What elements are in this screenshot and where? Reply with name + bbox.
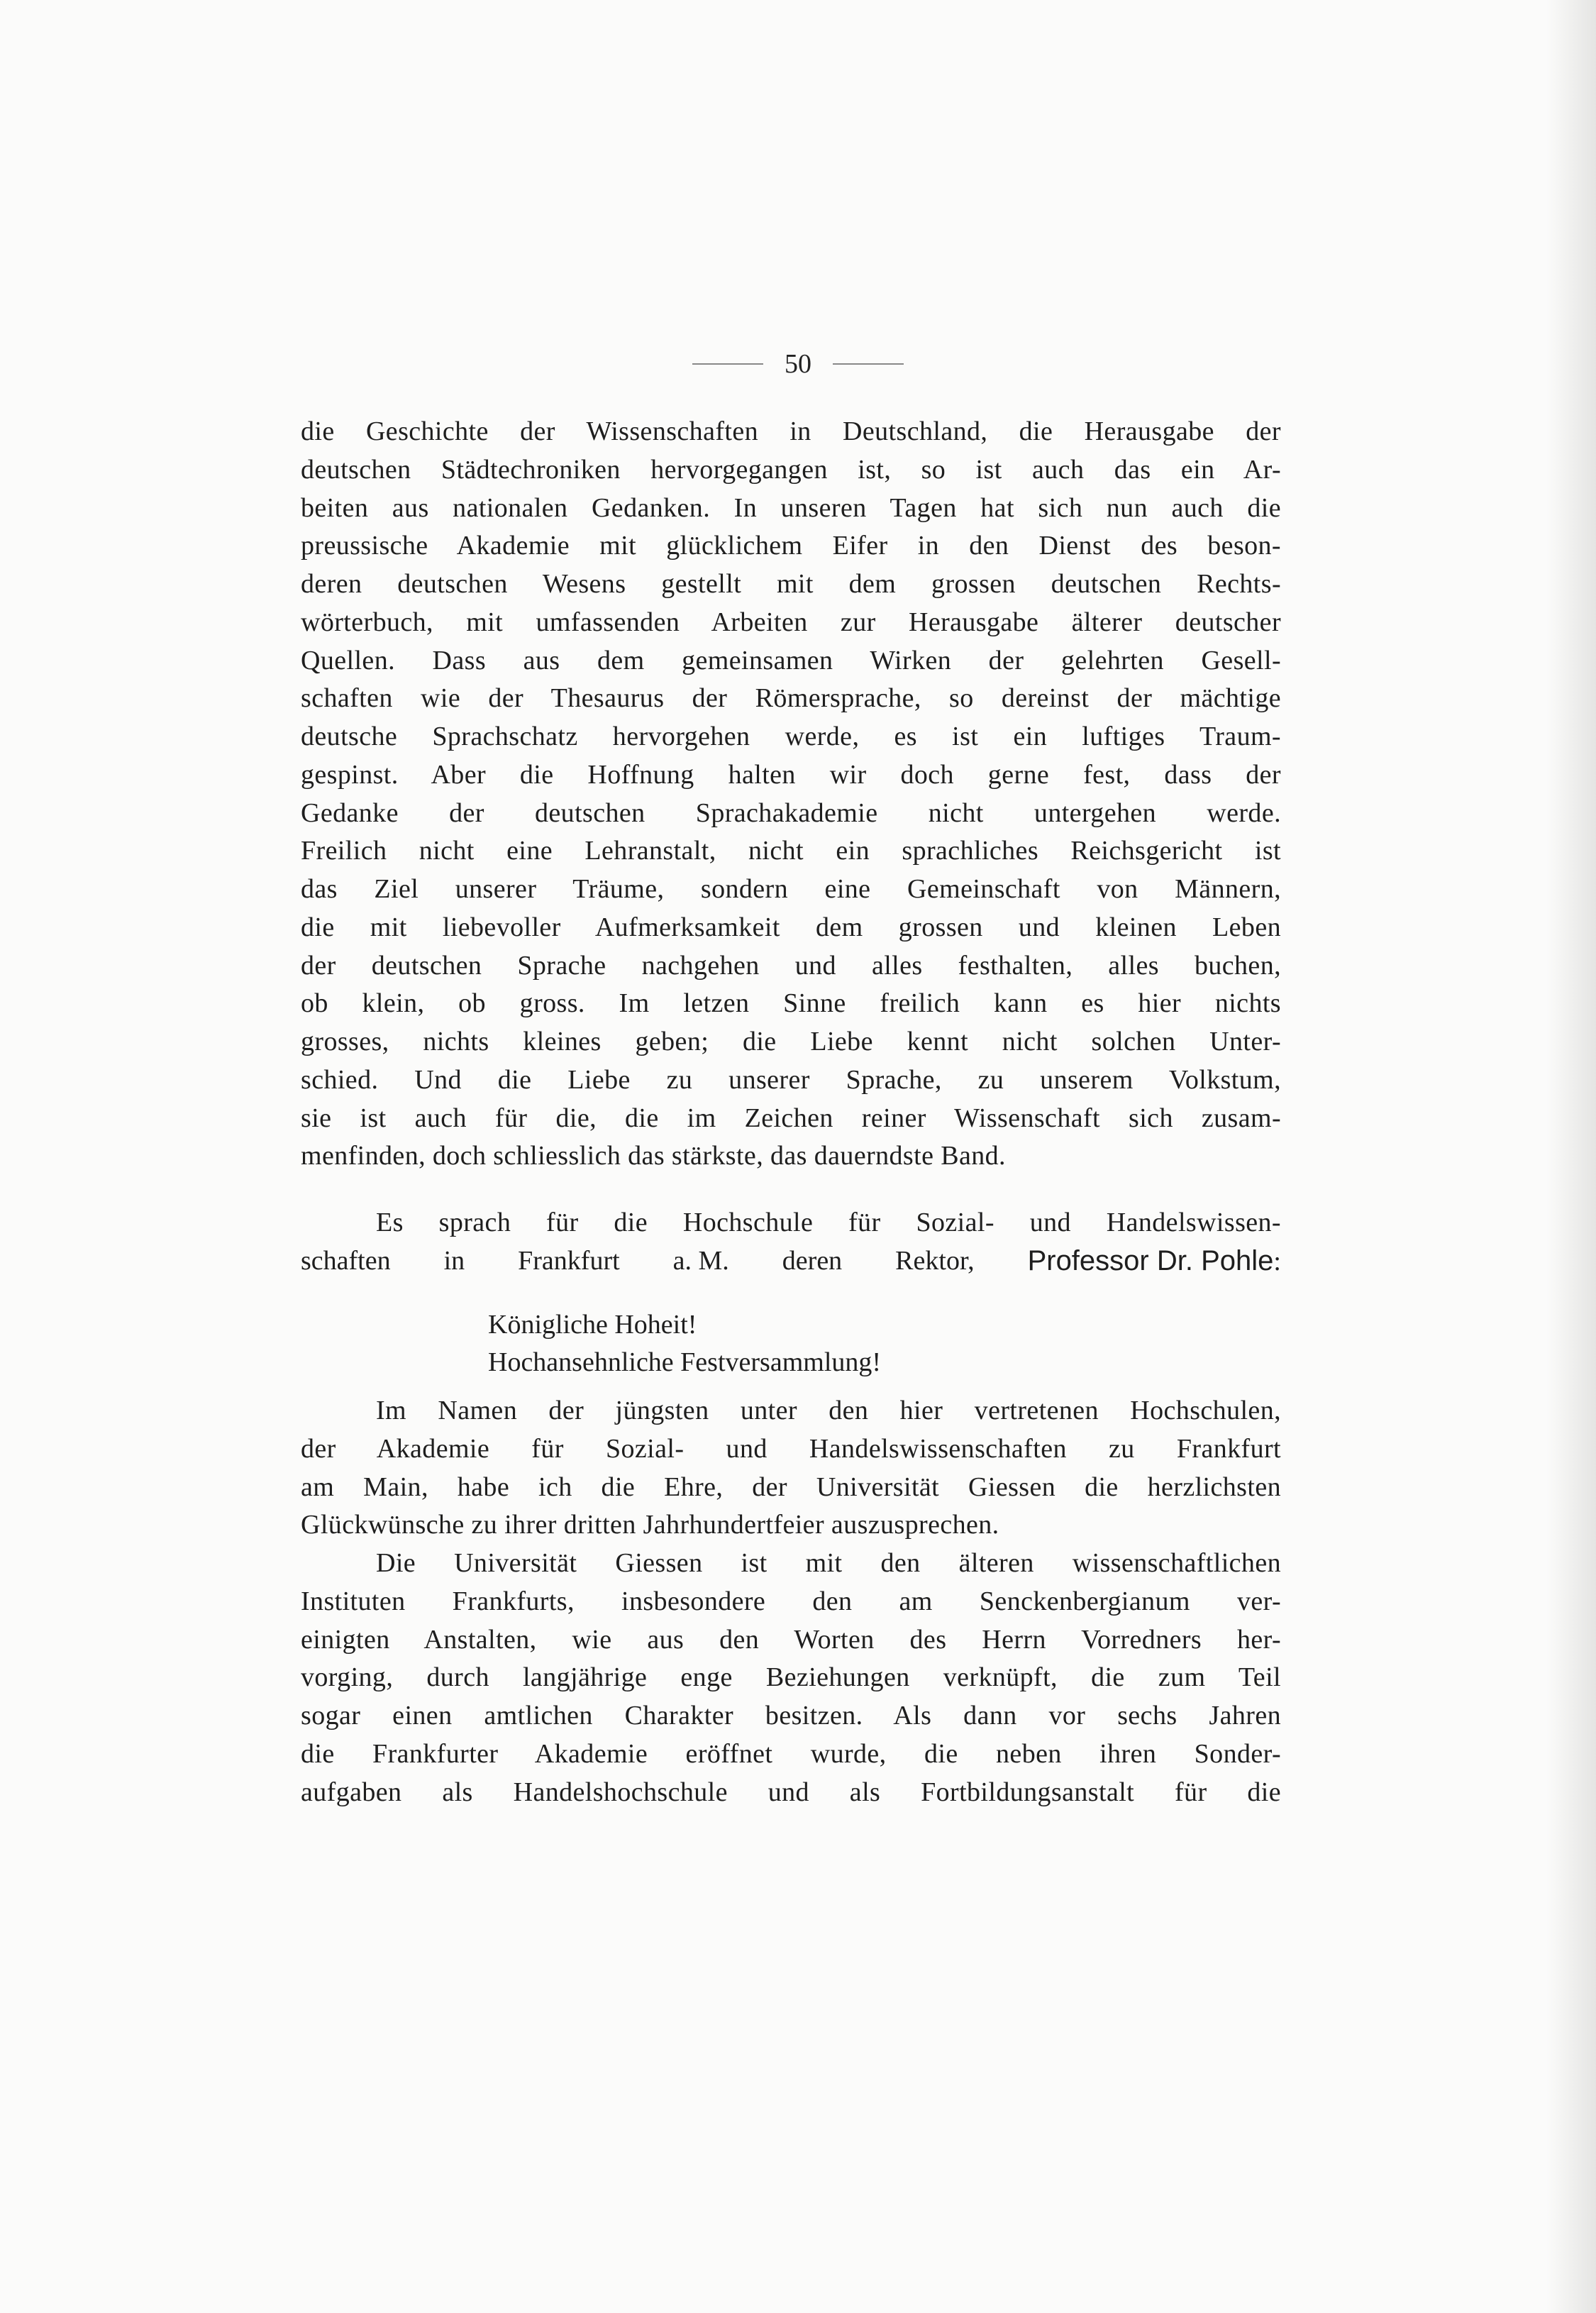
paragraph-continuation bbox=[301, 413, 1281, 1176]
text-line: sogar einen amtlichen Charakter besitzen. Als dann vor sechs Jahren bbox=[301, 1701, 1281, 1730]
salutation-line: Königliche Hoheit! bbox=[488, 1309, 697, 1340]
speaker-line bbox=[301, 1242, 1281, 1281]
intro-word: schaften bbox=[301, 1245, 391, 1276]
salutation-block bbox=[301, 1306, 1281, 1383]
intro-word: a. M. bbox=[672, 1245, 729, 1276]
text-line: einigten Anstalten, wie aus den Worten des Herrn Vorredners her- bbox=[301, 1624, 1281, 1655]
text-line: schied. Und die Liebe zu unserer Sprache, zu unserem Volkstum, bbox=[301, 1064, 1281, 1095]
intro-word: Rektor, bbox=[895, 1245, 975, 1276]
text-line: der Akademie für Sozial- und Handelswissenschaften zu Frankfurt bbox=[301, 1433, 1281, 1464]
speech-paragraph bbox=[301, 1545, 1281, 1811]
body-text bbox=[301, 413, 1281, 1811]
text-line: die Frankfurter Akademie eröffnet wurde, die neben ihren Sonder- bbox=[301, 1738, 1281, 1769]
header-rule-left bbox=[692, 363, 763, 365]
speech-paragraph bbox=[301, 1392, 1281, 1545]
text-line: gespinst. Aber die Hoffnung halten wir doch gerne fest, dass der bbox=[301, 759, 1281, 790]
text-line: am Main, habe ich die Ehre, der Universität Giessen die herzlichsten bbox=[301, 1472, 1281, 1502]
text-line: Glückwünsche zu ihrer dritten Jahrhundertfeier auszusprechen. bbox=[301, 1510, 999, 1540]
text-line: beiten aus nationalen Gedanken. In unseren Tagen hat sich nun auch die bbox=[301, 492, 1281, 523]
text-line: deutschen Städtechroniken hervorgegangen ist, so ist auch das ein Ar- bbox=[301, 454, 1281, 485]
header-rule-right bbox=[833, 363, 904, 365]
text-line: deutsche Sprachschatz hervorgehen werde, es ist ein luftiges Traum- bbox=[301, 722, 1281, 751]
text-line: Quellen. Dass aus dem gemeinsamen Wirken der gelehrten Gesell- bbox=[301, 645, 1281, 675]
text-line: Es sprach für die Hochschule für Sozial- und Handelswissen- bbox=[376, 1208, 1281, 1237]
text-line: ob klein, ob gross. Im letzen Sinne freilich kann es hier nichts bbox=[301, 988, 1281, 1019]
paragraph-gap bbox=[301, 1281, 1281, 1306]
page-number: 50 bbox=[785, 349, 811, 379]
text-line: Instituten Frankfurts, insbesondere den am Senckenbergianum ver- bbox=[301, 1586, 1281, 1616]
text-line: preussische Akademie mit glücklichem Eifer in den Dienst des beson- bbox=[301, 531, 1281, 561]
text-line: grosses, nichts kleines geben; die Liebe kennt nicht solchen Unter- bbox=[301, 1027, 1281, 1056]
text-line: Gedanke der deutschen Sprachakademie nicht untergehen werde. bbox=[301, 797, 1281, 828]
text-line: aufgaben als Handelshochschule und als Fortbildungsanstalt für die bbox=[301, 1777, 1281, 1807]
page-header bbox=[0, 346, 1596, 382]
salutation-line: Hochansehnliche Festversammlung! bbox=[488, 1347, 882, 1378]
text-line: die mit liebevoller Aufmerksamkeit dem grossen und kleinen Leben bbox=[301, 912, 1281, 942]
text-line: Freilich nicht eine Lehranstalt, nicht ein sprachliches Reichsgericht ist bbox=[301, 836, 1281, 866]
intro-word: deren bbox=[782, 1245, 843, 1276]
text-line: der deutschen Sprache nachgehen und alles festhalten, alles buchen, bbox=[301, 950, 1281, 981]
text-line: Die Universität Giessen ist mit den älteren wissenschaftlichen bbox=[376, 1548, 1281, 1578]
text-line: wörterbuch, mit umfassenden Arbeiten zur Herausgabe älterer deutscher bbox=[301, 607, 1281, 637]
speaker-colon: : bbox=[1273, 1246, 1281, 1276]
text-line: schaften wie der Thesaurus der Römersprache, so dereinst der mächtige bbox=[301, 683, 1281, 714]
speaker-name-group bbox=[1028, 1242, 1281, 1281]
speaker-name: Professor Dr. Pohle bbox=[1027, 1244, 1274, 1276]
text-line: menfinden, doch schliesslich das stärkste, das dauerndste Band. bbox=[301, 1141, 1006, 1171]
speaker-introduction bbox=[301, 1204, 1281, 1281]
text-line: Im Namen der jüngsten unter den hier vertretenen Hochschulen, bbox=[376, 1396, 1281, 1425]
text-line: deren deutschen Wesens gestellt mit dem grossen deutschen Rechts- bbox=[301, 569, 1281, 599]
text-line: das Ziel unserer Träume, sondern eine Gemeinschaft von Männern, bbox=[301, 874, 1281, 904]
text-line: sie ist auch für die, die im Zeichen reiner Wissenschaft sich zusam- bbox=[301, 1103, 1281, 1133]
text-line: vorging, durch langjährige enge Beziehungen verknüpft, die zum Teil bbox=[301, 1662, 1281, 1693]
text-line: die Geschichte der Wissenschaften in Deutschland, die Herausgabe der bbox=[301, 416, 1281, 446]
intro-word: Frankfurt bbox=[518, 1245, 620, 1276]
paragraph-gap bbox=[301, 1382, 1281, 1392]
intro-word: in bbox=[443, 1245, 465, 1276]
paragraph-gap bbox=[301, 1176, 1281, 1204]
